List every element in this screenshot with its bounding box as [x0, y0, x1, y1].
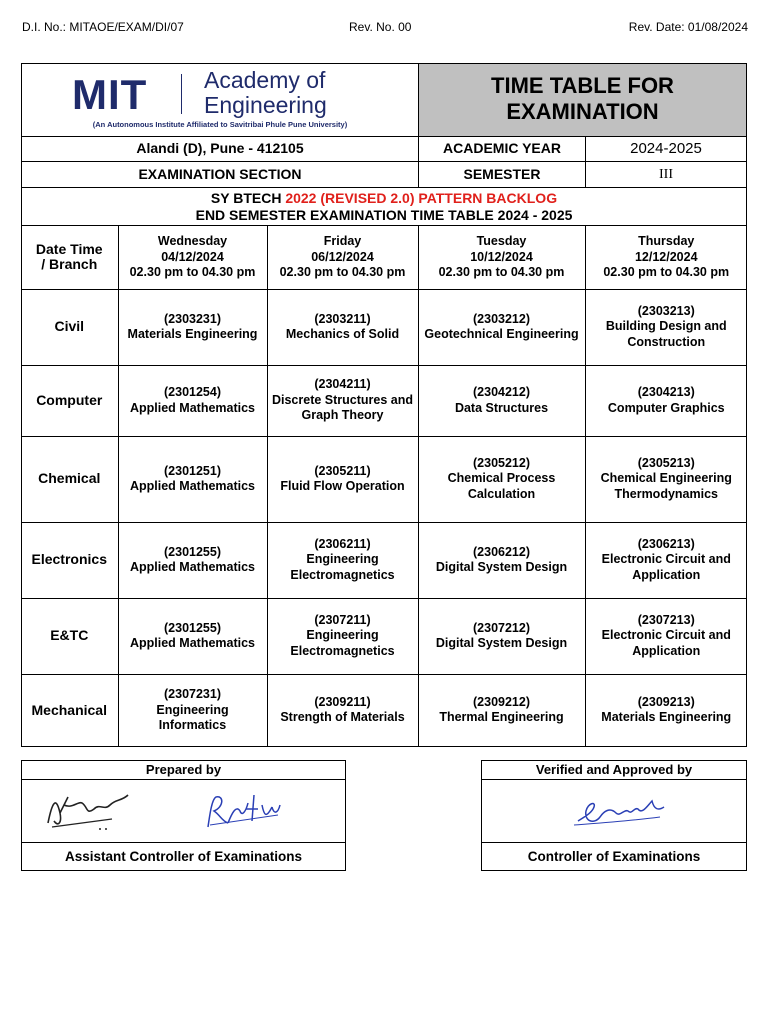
subject-code: (2307213) — [637, 612, 695, 627]
verified-by-role: Controller of Examinations — [482, 842, 746, 870]
revision-number: Rev. No. 00 — [349, 20, 412, 34]
subject-cell — [585, 598, 747, 674]
logo-divider — [181, 74, 182, 114]
day-header — [418, 226, 585, 289]
table-header-row — [21, 226, 747, 289]
branch-name: Civil — [21, 289, 118, 365]
subject-name: Thermal Engineering — [439, 710, 564, 725]
subject-name: Informatics — [158, 718, 227, 732]
branch-name: Mechanical — [21, 674, 118, 746]
prepared-by-box — [21, 760, 346, 871]
table-row — [21, 289, 747, 365]
day-header — [267, 226, 418, 289]
subject-cell — [267, 522, 418, 598]
subject-name: Electronic Circuit and — [601, 552, 731, 567]
corner-line2: / Branch — [41, 256, 98, 273]
verified-by-label: Verified and Approved by — [482, 761, 746, 780]
subject-name: Digital System Design — [435, 560, 568, 574]
subject-code: (2307231) — [164, 687, 221, 701]
day-name: Wednesday — [157, 234, 228, 248]
subject-name: Engineering — [306, 552, 379, 567]
subject-code: (2306213) — [637, 536, 695, 551]
subject-cell — [585, 436, 747, 522]
subject-code: (2303231) — [164, 311, 221, 326]
sheet-header — [22, 64, 746, 137]
subject-name: Application — [632, 643, 701, 658]
subject-code: (2307212) — [473, 620, 530, 635]
subject-name: Electromagnetics — [290, 567, 395, 582]
day-name: Thursday — [638, 234, 695, 248]
di-number: D.I. No.: MITAOE/EXAM/DI/07 — [22, 20, 184, 34]
semester-value: III — [659, 167, 673, 182]
subject-name: Applied Mathematics — [129, 479, 256, 493]
subject-code: (2301251) — [164, 463, 221, 478]
subject-code: (2309213) — [637, 694, 695, 709]
subject-name: Applied Mathematics — [129, 560, 256, 574]
signature-icon — [202, 785, 284, 833]
subject-code: (2303212) — [473, 311, 530, 326]
subject-code: (2309211) — [314, 694, 371, 709]
subject-name: Calculation — [467, 486, 536, 501]
subject-code: (2309212) — [473, 694, 530, 709]
academic-year-label: ACADEMIC YEAR — [419, 136, 586, 161]
verified-by-box — [481, 760, 747, 871]
address-row — [22, 136, 746, 162]
subject-cell — [267, 674, 418, 746]
subject-name: Construction — [627, 334, 706, 349]
logo-mit: MIT — [72, 71, 148, 118]
subject-name: Applied Mathematics — [129, 400, 256, 415]
prepared-by-label: Prepared by — [22, 761, 345, 780]
corner-line1: Date Time — [35, 240, 103, 257]
subject-code: (2305211) — [314, 463, 371, 478]
semester-label: SEMESTER — [419, 162, 586, 187]
exam-banner — [22, 188, 746, 226]
subject-code: (2307211) — [314, 612, 371, 627]
corner-header — [21, 226, 118, 289]
day-name: Friday — [323, 234, 362, 248]
subject-cell — [585, 289, 747, 365]
banner-pattern: 2022 (REVISED 2.0) PATTERN BACKLOG — [285, 190, 558, 206]
exam-time: 02.30 pm to 04.30 pm — [129, 265, 256, 279]
subject-name: Engineering — [156, 702, 229, 717]
subject-code: (2305212) — [473, 455, 530, 470]
subject-name: Strength of Materials — [280, 710, 405, 725]
subject-code: (2301255) — [164, 544, 221, 559]
subject-cell — [118, 365, 267, 436]
table-row — [21, 674, 747, 746]
branch-name: Chemical — [21, 436, 118, 522]
table-row — [21, 522, 747, 598]
subject-cell — [585, 365, 747, 436]
subject-name: Building Design and — [605, 319, 727, 334]
subject-code: (2304213) — [637, 385, 695, 399]
day-name: Tuesday — [476, 234, 527, 248]
subject-name: Thermodynamics — [614, 486, 718, 501]
subject-code: (2301254) — [164, 385, 221, 399]
subject-cell — [418, 365, 585, 436]
document-title — [419, 64, 746, 136]
subject-cell — [418, 436, 585, 522]
subject-code: (2303211) — [314, 311, 371, 326]
subject-code: (2303213) — [637, 303, 695, 318]
exam-date: 12/12/2024 — [634, 249, 698, 264]
institute-address: Alandi (D), Pune - 412105 — [22, 136, 419, 161]
subject-cell — [418, 522, 585, 598]
day-header — [118, 226, 267, 289]
subject-cell — [267, 598, 418, 674]
subject-code: (2305213) — [637, 455, 695, 470]
branch-name: E&TC — [21, 598, 118, 674]
subject-cell — [118, 522, 267, 598]
table-row — [21, 365, 747, 436]
logo-line2: Engineering — [204, 92, 327, 118]
logo-line1: Academy of — [204, 67, 326, 93]
subject-cell — [267, 365, 418, 436]
subject-name: Digital System Design — [435, 636, 568, 650]
title-line1: TIME TABLE FOR — [491, 73, 674, 98]
timetable-grid — [21, 226, 747, 746]
banner-line2: END SEMESTER EXAMINATION TIME TABLE 2024 - 2025 — [195, 207, 573, 223]
subject-cell — [585, 674, 747, 746]
exam-time: 02.30 pm to 04.30 pm — [438, 265, 565, 279]
subject-name: Geotechnical Engineering — [424, 327, 579, 341]
subject-name: Materials Engineering — [601, 710, 732, 725]
subject-cell — [418, 674, 585, 746]
subject-cell — [118, 289, 267, 365]
subject-name: Data Structures — [454, 400, 549, 415]
section-row — [22, 162, 746, 188]
subject-code: (2306211) — [314, 536, 371, 551]
subject-name: Electromagnetics — [290, 643, 395, 658]
subject-cell — [418, 598, 585, 674]
subject-name: Electronic Circuit and — [601, 628, 731, 643]
branch-name: Computer — [21, 365, 118, 436]
title-line2: EXAMINATION — [506, 99, 659, 124]
exam-time: 02.30 pm to 04.30 pm — [603, 265, 730, 279]
subject-cell — [267, 436, 418, 522]
subject-cell — [418, 289, 585, 365]
subject-name: Mechanics of Solid — [285, 327, 400, 341]
institute-logo — [22, 64, 419, 136]
subject-name: Chemical Engineering — [600, 471, 732, 486]
signature-icon — [42, 783, 138, 835]
logo-name — [204, 68, 327, 118]
exam-date: 10/12/2024 — [470, 249, 533, 264]
signature-icon — [570, 787, 670, 833]
subject-cell — [267, 289, 418, 365]
timetable-sheet — [21, 63, 747, 747]
subject-cell — [585, 522, 747, 598]
table-row — [21, 436, 747, 522]
subject-name: Materials Engineering — [127, 327, 258, 341]
branch-name: Electronics — [21, 522, 118, 598]
day-header — [585, 226, 747, 289]
subject-code: (2304211) — [314, 377, 371, 392]
exam-date: 04/12/2024 — [161, 249, 224, 264]
subject-code: (2306212) — [473, 544, 530, 559]
subject-name: Applied Mathematics — [129, 636, 256, 650]
revision-date: Rev. Date: 01/08/2024 — [628, 20, 748, 34]
section-name: EXAMINATION SECTION — [22, 162, 419, 187]
subject-code: (2304212) — [473, 385, 530, 399]
banner-prefix: SY BTECH — [210, 190, 282, 206]
banner-line1 — [22, 190, 746, 207]
subject-name: Graph Theory — [301, 408, 384, 423]
document-control-bar — [22, 20, 748, 36]
academic-year-value: 2024-2025 — [630, 140, 702, 157]
subject-name: Discrete Structures and — [271, 392, 414, 407]
subject-name: Chemical Process — [447, 471, 556, 486]
subject-cell — [118, 436, 267, 522]
subject-name: Application — [632, 567, 701, 582]
table-row — [21, 598, 747, 674]
subject-name: Engineering — [306, 628, 379, 643]
subject-cell — [118, 674, 267, 746]
exam-date: 06/12/2024 — [311, 249, 374, 264]
logo-affiliation: (An Autonomous Institute Affiliated to Savitribai Phule Pune University) — [92, 120, 348, 129]
subject-name: Fluid Flow Operation — [280, 479, 405, 493]
subject-name: Computer Graphics — [607, 400, 725, 415]
prepared-by-role: Assistant Controller of Examinations — [22, 842, 345, 870]
exam-time: 02.30 pm to 04.30 pm — [279, 265, 406, 279]
subject-code: (2301255) — [164, 620, 221, 635]
subject-cell — [118, 598, 267, 674]
